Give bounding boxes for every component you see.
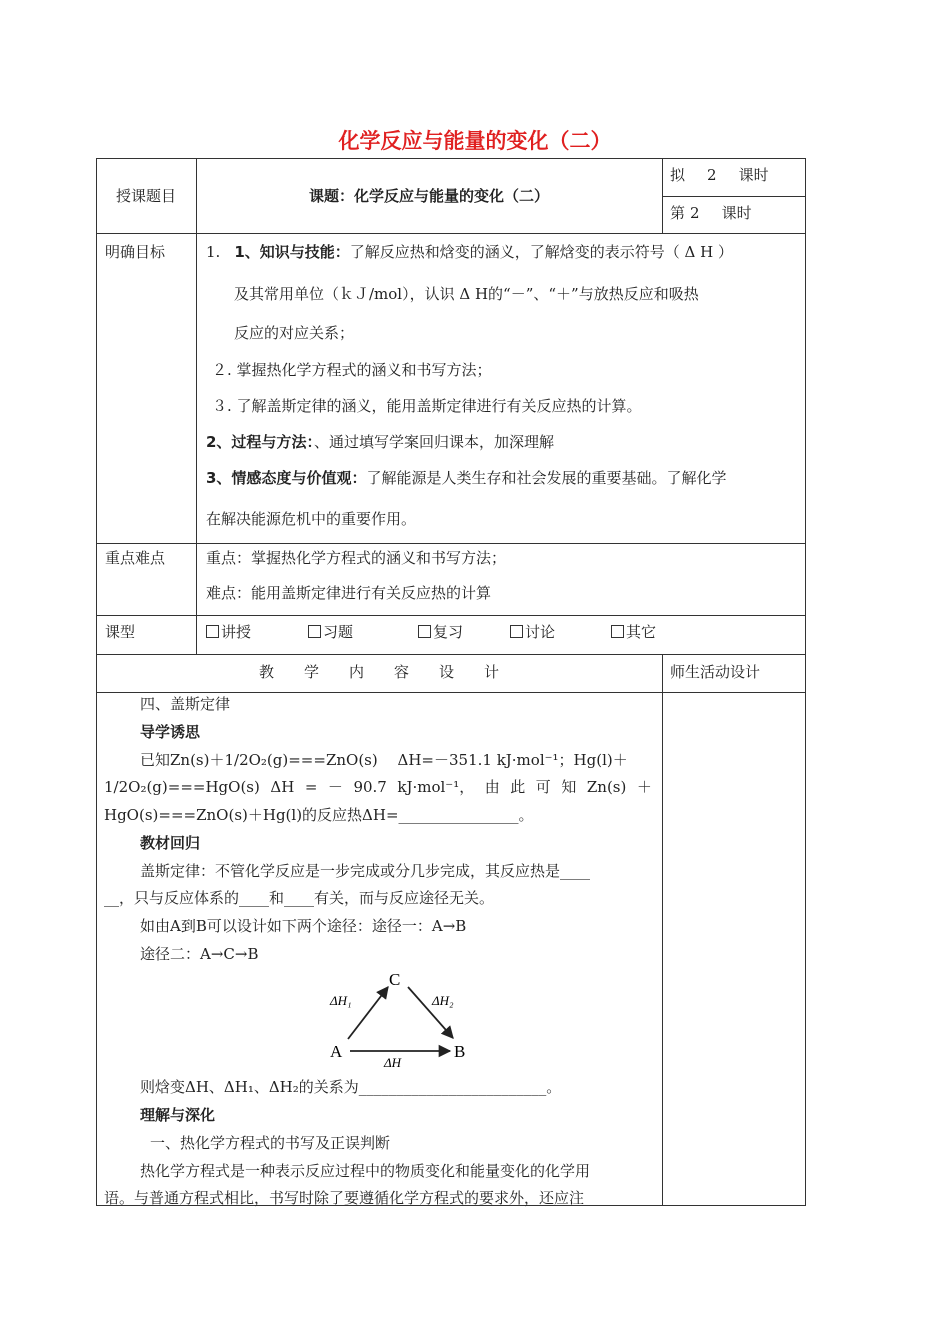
node-c: C	[389, 970, 401, 989]
activity-design-header: 师生活动设计	[670, 663, 761, 681]
objective-line-5: ３. 了解盖斯定律的涵义，能用盖斯定律进行有关反应热的计算。	[212, 397, 642, 415]
objective-line-2: 及其常用单位（ｋＪ/mol），认识 Δ H的“－”、“＋”与放热反应和吸热	[234, 285, 699, 303]
objective-line-3: 反应的对应关系；	[234, 324, 355, 342]
label-dh1: ΔH₁	[330, 993, 352, 1008]
key-points-label: 重点难点	[105, 549, 166, 567]
arrow-a-to-c	[348, 987, 388, 1039]
node-b: B	[454, 1042, 466, 1061]
guide-line-1: 已知Zn(s)＋1/2O₂(g)===ZnO(s) ΔH=－351.1 kJ·mol⁻¹；Hg(l)＋	[140, 751, 628, 769]
objective-line-1: 1. 1、知识与技能：了解反应热和焓变的涵义，了解焓变的表示符号（ Δ H ）	[206, 243, 733, 261]
focus-point: 重点：掌握热化学方程式的涵义和书写方法；	[206, 549, 507, 567]
objective-line-6: 2、过程与方法：、通过填写学案回归课本，加深理解	[206, 433, 554, 451]
planned-hours: 拟 2 课时	[670, 166, 769, 184]
checkbox-icon	[510, 625, 523, 638]
document-title: 化学反应与能量的变化（二）	[338, 129, 612, 153]
objective-line-4: ２. 掌握热化学方程式的涵义和书写方法；	[212, 361, 492, 379]
guide-heading: 导学诱思	[140, 723, 201, 741]
option-lecture[interactable]: 讲授	[206, 622, 251, 642]
review-heading: 教材回归	[140, 834, 201, 852]
review-line-2: __，只与反应体系的____和____有关，而与反应途径无关。	[104, 889, 495, 907]
label-dh2: ΔH₂	[432, 993, 454, 1008]
section-heading: 四、盖斯定律	[140, 695, 231, 713]
deepen-line-2: 热化学方程式是一种表示反应过程中的物质变化和能量变化的化学用	[140, 1162, 591, 1180]
difficulty-point: 难点：能用盖斯定律进行有关反应热的计算	[206, 584, 492, 602]
lesson-type-label: 课型	[105, 623, 136, 641]
objectives-label: 明确目标	[105, 243, 166, 261]
node-a: A	[330, 1042, 343, 1061]
review-line-3: 如由A到B可以设计如下两个途径：途径一：A→B	[140, 917, 467, 935]
objective-line-7: 3、情感态度与价值观：了解能源是人类生存和社会发展的重要基础。了解化学	[206, 469, 727, 487]
option-other[interactable]: 其它	[611, 622, 656, 642]
deepen-line-1: 一、热化学方程式的书写及正误判断	[150, 1134, 391, 1152]
guide-line-2: 1/2O₂(g)===HgO(s) ΔH = － 90.7 kJ·mol⁻¹， 由 此 可 知 Zn(s) ＋	[104, 778, 652, 796]
checkbox-icon	[611, 625, 624, 638]
objective-line-8: 在解决能源危机中的重要作用。	[206, 510, 417, 528]
checkbox-icon	[418, 625, 431, 638]
label-dh: ΔH	[384, 1055, 402, 1070]
deepen-line-3: 语。与普通方程式相比，书写时除了要遵循化学方程式的要求外，还应注	[104, 1189, 585, 1207]
topic-title: 课题：化学反应与能量的变化（二）	[308, 187, 549, 205]
current-hour: 第 2 课时	[670, 204, 752, 222]
topic-label: 授课题目	[115, 187, 176, 205]
review-line-5: 则焓变ΔH、ΔH₁、ΔH₂的关系为_________________________。	[140, 1078, 562, 1096]
checkbox-icon	[308, 625, 321, 638]
checkbox-icon	[206, 625, 219, 638]
review-line-4: 途径二：A→C→B	[140, 945, 259, 963]
option-discussion[interactable]: 讨论	[510, 622, 555, 642]
option-review[interactable]: 复习	[418, 622, 463, 642]
content-design-header: 教 学 内 容 设 计	[258, 663, 500, 681]
review-line-1: 盖斯定律：不管化学反应是一步完成或分几步完成，其反应热是____	[140, 862, 591, 880]
deepen-heading: 理解与深化	[140, 1106, 216, 1124]
guide-line-3: HgO(s)===ZnO(s)＋Hg(l)的反应热ΔH=________________。	[104, 806, 534, 824]
hess-law-diagram	[320, 965, 480, 1073]
option-exercise[interactable]: 习题	[308, 622, 353, 642]
